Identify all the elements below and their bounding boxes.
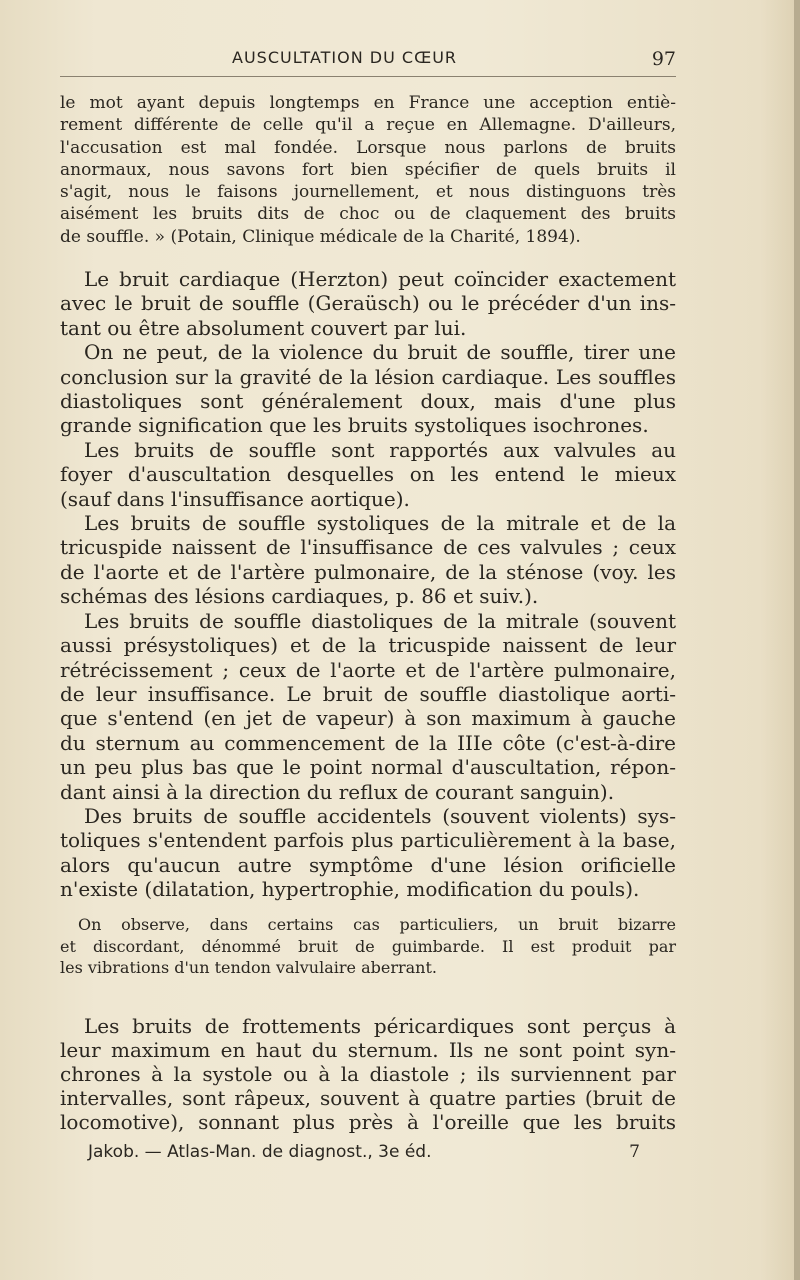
text-line: le mot ayant depuis longtemps en France une acception entiè-	[60, 93, 676, 113]
text-line: On observe, dans certains cas particuliers, un bruit bizarre	[78, 915, 676, 934]
quote-paragraph	[60, 92, 676, 248]
page-edge	[794, 0, 800, 1280]
text-line: et discordant, dénommé bruit de guimbarde. Il est produit par	[60, 936, 676, 956]
text-line: n'existe (dilatation, hypertrophie, modification du pouls).	[60, 877, 640, 902]
footer-citation: Jakob. — Atlas-Man. de diagnost., 3e éd.	[88, 1142, 432, 1162]
text-line: toliques s'entendent parfois plus particulièrement à la base,	[60, 828, 676, 853]
text-line: schémas des lésions cardiaques, p. 86 et suiv.).	[60, 584, 539, 609]
text-line: Les bruits de souffle diastoliques de la mitrale (souvent	[84, 608, 676, 633]
text-line: dant ainsi à la direction du reflux de courant sanguin).	[60, 779, 615, 804]
text-line: diastoliques sont généralement doux, mais d'une plus	[60, 389, 676, 414]
text-line: foyer d'auscultation desquelles on les entend le mieux	[60, 462, 676, 487]
text-line: tricuspide naissent de l'insuffisance de ces valvules ; ceux	[60, 535, 676, 560]
text-line: Le bruit cardiaque (Herzton) peut coïncider exactement	[84, 267, 676, 291]
running-head-title: AUSCULTATION DU CŒUR	[232, 48, 458, 67]
main-text-2	[60, 1014, 676, 1134]
text-line: conclusion sur la gravité de la lésion cardiaque. Les souffles	[60, 364, 676, 389]
text-line: aisément les bruits dits de choc ou de claquement des bruits	[60, 204, 676, 225]
text-line: les vibrations d'un tendon valvulaire aberrant.	[60, 958, 437, 977]
text-line: Les bruits de souffle systoliques de la mitrale et de la	[84, 511, 676, 536]
text-line: leur maximum en haut du sternum. Ils ne sont point syn-	[60, 1038, 676, 1062]
main-text-1	[60, 267, 676, 902]
text-line: du sternum au commencement de la IIIe côte (c'est-à-dire	[60, 730, 676, 755]
running-head	[60, 48, 676, 72]
signature-mark: 7	[629, 1142, 640, 1162]
text-line: un peu plus bas que le point normal d'auscultation, répon-	[60, 755, 676, 780]
page-number: 97	[651, 48, 676, 70]
text-line: locomotive), sonnant plus près à l'oreille que les bruits	[60, 1110, 676, 1134]
text-line: s'agit, nous le faisons journellement, et nous distinguons très	[60, 182, 676, 203]
text-line: alors qu'aucun autre symptôme d'une lésion orificielle	[60, 852, 676, 877]
text-line: tant ou être absolument couvert par lui.	[60, 315, 467, 340]
note-paragraph	[60, 914, 676, 979]
text-line: de l'aorte et de l'artère pulmonaire, de la sténose (voy. les	[60, 559, 676, 584]
text-line: que s'entend (en jet de vapeur) à son maximum à gauche	[60, 706, 676, 731]
text-line: rement différente de celle qu'il a reçue en Allemagne. D'ailleurs,	[60, 115, 676, 136]
page-footer	[88, 1142, 648, 1166]
text-line: de souffle. » (Potain, Clinique médicale de la Charité, 1894).	[60, 226, 581, 247]
text-line: aussi présystoliques) et de la tricuspide naissent de leur	[60, 633, 676, 658]
text-line: rétrécissement ; ceux de l'aorte et de l'artère pulmonaire,	[60, 657, 676, 682]
text-line: de leur insuffisance. Le bruit de souffle diastolique aorti-	[60, 681, 676, 706]
text-line: chrones à la systole ou à la diastole ; ils surviennent par	[60, 1062, 676, 1086]
text-line: anormaux, nous savons fort bien spécifier de quels bruits il	[60, 159, 676, 180]
text-line: (sauf dans l'insuffisance aortique).	[60, 486, 410, 511]
header-rule	[60, 76, 676, 77]
text-line: l'accusation est mal fondée. Lorsque nous parlons de bruits	[60, 137, 676, 158]
text-line: Des bruits de souffle accidentels (souvent violents) sys-	[84, 803, 676, 828]
text-line: avec le bruit de souffle (Geraüsch) ou le précéder d'un ins-	[60, 291, 676, 316]
text-line: On ne peut, de la violence du bruit de souffle, tirer une	[84, 340, 676, 365]
text-line: intervalles, sont râpeux, souvent à quatre parties (bruit de	[60, 1086, 676, 1110]
text-line: grande signification que les bruits systoliques isochrones.	[60, 413, 649, 438]
text-line: Les bruits de frottements péricardiques sont perçus à	[84, 1014, 676, 1038]
text-line: Les bruits de souffle sont rapportés aux valvules au	[84, 437, 676, 462]
